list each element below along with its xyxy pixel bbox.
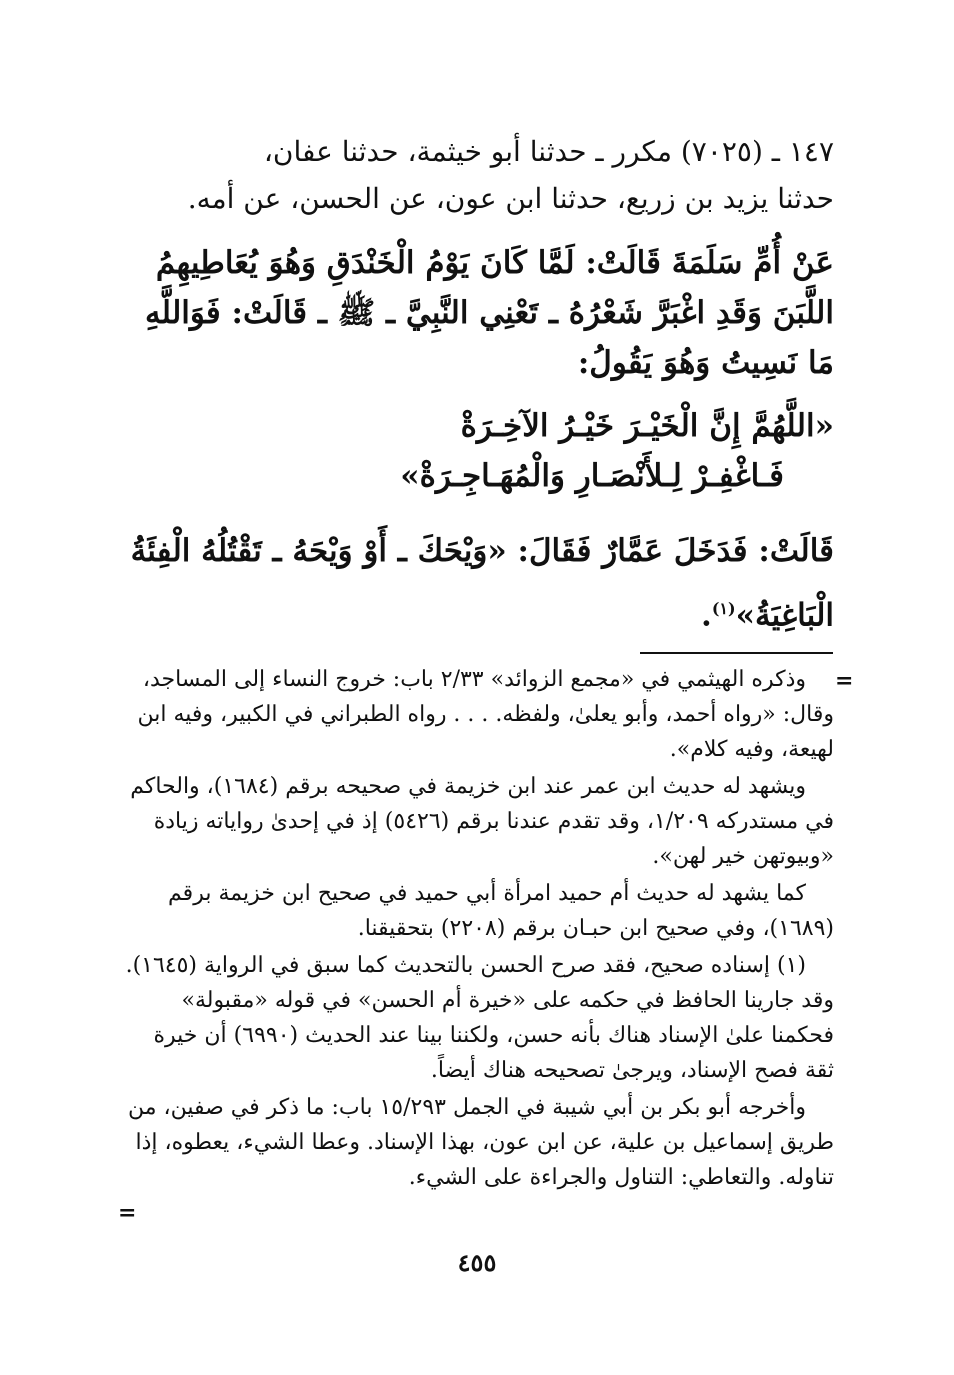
footnote-separator <box>640 652 833 654</box>
hadith-matn: عَنْ أُمِّ سَلَمَةَ قَالَتْ: لَمَّا كَانَ يَوْمُ الْخَنْدَقِ وَهُوَ يُعَاطِيهِمُ اللَّبَنَ وَقَدِ اغْبَرَّ شَعْرُهُ ـ تَعْنِي النَّبِيَّ ـ ﷺ ـ قَالَتْ: فَوَاللَّهِ مَا نَسِيتُ وَهُوَ يَقُولُ: <box>144 245 834 381</box>
page-number: ٤٥٥ <box>457 1248 497 1277</box>
footnote-para-5: وأخرجه أبو بكر بن أبي شيبة في الجمل ١٥/٢٩٣ باب: ما ذكر في صفين، من طريق إسماعيل بن علية، عن ابن عون، بهذا الإسناد. وعطا الشيء، يعطوه، إذا تناوله. والتعاطي: التناول والجراءة على الشيء. <box>127 1095 834 1190</box>
end-dot: . <box>701 597 712 634</box>
footnote-para-3: كما يشهد له حديث أم حميد امرأة أبي حميد في صحيح ابن خزيمة برقم (١٦٨٩)، وفي صحيح ابن حبـان برقم (٢٢٠٨) بتحقيقنا. <box>168 881 834 941</box>
hadith-header <box>119 128 834 222</box>
isnad-line-2: حدثنا يزيد بن زريع، حدثنا ابن عون، عن الحسن، عن أمه. <box>187 182 834 215</box>
continues-mark: = <box>118 1200 137 1226</box>
footnote-ref[interactable]: (١) <box>711 599 736 618</box>
hadith-matn-2 <box>119 522 834 644</box>
footnotes <box>119 662 834 1197</box>
isnad-line-1: ١٤٧ ـ (٧٠٢٥) مكرر ـ حدثنا أبو خيثمة، حدثنا عفان، <box>263 135 834 168</box>
poem-line-2: فَـاغْفِـرْ لِـلأَنْصَـارِ وَالْمُهَـاجِـرَةْ» <box>400 458 784 494</box>
matn2-text: قَالَتْ: فَدَخَلَ عَمَّارٌ فَقَالَ: «وَيْحَكَ ـ أَوْ وَيْحَهُ ـ تَقْتُلُهُ الْفِئَةُ الْبَاغِيَةُ» <box>130 533 834 634</box>
poem-line-1: «اللَّهُمَّ إِنَّ الْخَيْـرَ خَيْـرُ الآخِـرَةْ <box>460 408 834 444</box>
footnote-para-1: وذكره الهيثمي في «مجمع الزوائد» ٢/٣٣ باب: خروج النساء إلى المساجد، وقال: «رواه أحمد، وأبو يعلىٰ، ولفظه. . . . رواه الطبراني في الكبير، وفيه ابن لهيعة، وفيه كلام». <box>137 667 834 762</box>
continuation-mark: = <box>835 668 854 694</box>
footnote-para-2: ويشهد له حديث ابن عمر عند ابن خزيمة في صحيحه برقم (١٦٨٤)، والحاكم في مستدركه ١/٢٠٩، وقد تقدم عندنا برقم (٥٤٢٦) إذ في إحدىٰ رواياته زيادة «وبيوتهن خير لهن». <box>130 774 834 869</box>
footnote-para-4: (١) إسناده صحيح، فقد صرح الحسن بالتحديث كما سبق في الرواية (١٦٤٥). وقد جارينا الحافظ في حكمه على «خيرة أم الحسن» في قوله «مقبولة» فحكمنا علىٰ الإسناد هناك بأنه حسن، ولكننا بينا عند الحديث (٦٩٩٠) أن خيرة ثقة فصح الإسناد، ويرجىٰ تصحيحه هناك أيضاً. <box>125 953 834 1083</box>
